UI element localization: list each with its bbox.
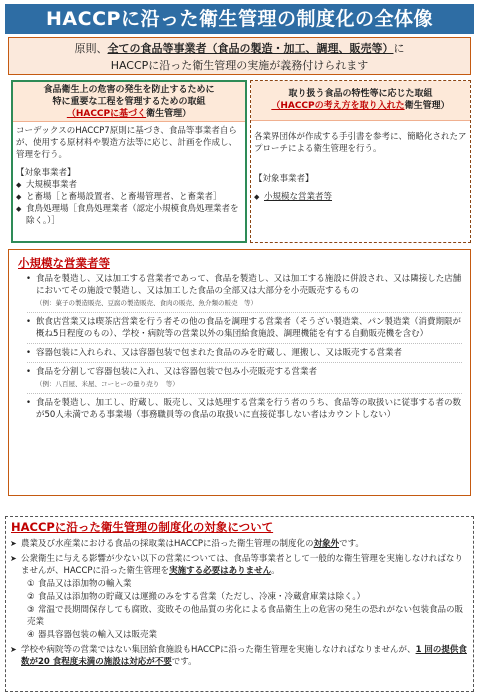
scope-text: 農業及び水産業における食品の採取業はHACCPに沿った衛生管理の制度化の bbox=[21, 539, 314, 549]
small-business-list bbox=[9, 273, 470, 424]
scope-list bbox=[6, 538, 473, 668]
scope-section bbox=[5, 516, 474, 692]
scope-text: 学校や病院等の営業ではない集団給食施設もHACCPに沿った衛生管理を実施しなければなりませんが、 bbox=[21, 645, 416, 655]
left-head-highlight: （HACCPに基づく bbox=[66, 109, 147, 119]
list-item bbox=[27, 316, 462, 344]
item-number: ② bbox=[27, 592, 35, 602]
list-item: ◆ 食鳥処理場［食鳥処理業者（認定小規模食鳥処理業者を除く。）］ bbox=[16, 203, 242, 227]
scope-item-agriculture bbox=[10, 538, 467, 550]
haccp-approach-body bbox=[251, 121, 470, 206]
left-head-post: 衛生管理） bbox=[146, 109, 192, 119]
principle-post: に bbox=[393, 42, 405, 55]
right-head-post: 衛生管理） bbox=[404, 101, 450, 111]
scope-excluded: 対象外 bbox=[313, 539, 340, 549]
scope-text: です。 bbox=[339, 539, 364, 549]
list-item bbox=[27, 273, 462, 313]
principle-all-businesses: 全ての食品等事業者（食品の製造・加工、調理、販売等） bbox=[107, 42, 394, 55]
list-item bbox=[27, 629, 467, 641]
item-number: ④ bbox=[27, 630, 35, 640]
page-title: HACCPに沿った衛生管理の制度化の全体像 bbox=[5, 4, 474, 34]
haccp-based-column bbox=[11, 80, 247, 243]
right-target-label: 【対象事業者】 bbox=[254, 174, 314, 184]
item-text: 器具容器包装の輸入又は販売業 bbox=[38, 630, 158, 640]
left-target-list bbox=[16, 179, 242, 227]
item-number: ① bbox=[27, 579, 35, 589]
small-business-title: 小規模な営業者等 bbox=[18, 256, 110, 270]
right-body-text: 各業界団体が作成する手引書を参考に、簡略化されたアプローチによる衛生管理を行う。 bbox=[254, 132, 467, 154]
haccp-based-body bbox=[13, 122, 245, 230]
scope-title: HACCPに沿った衛生管理の制度化の対象について bbox=[11, 520, 274, 534]
scope-text: です。 bbox=[171, 657, 197, 667]
haccp-approach-header bbox=[251, 81, 470, 121]
scope-text: 。 bbox=[271, 566, 280, 576]
list-item: ◆ と畜場［と畜場設置者、と畜場管理者、と畜業者］ bbox=[16, 191, 242, 203]
scope-not-required: 実施する必要はありません bbox=[169, 566, 272, 576]
scope-text: 公衆衛生に与える影響が少ない以下の営業については、食品等事業者として一般的な衛生管理を実施しなければなりませんが、HACCPに沿った衛生管理を bbox=[21, 554, 463, 576]
principle-box bbox=[8, 37, 471, 75]
small-business-section bbox=[8, 249, 471, 496]
right-head-line1: 取り扱う食品の特性等に応じた取組 bbox=[288, 89, 433, 99]
list-item bbox=[27, 397, 462, 424]
list-item bbox=[27, 604, 467, 628]
item-note: （例：八百屋、米屋、コーヒーの量り売り 等） bbox=[36, 380, 179, 388]
exempt-business-list bbox=[21, 578, 467, 641]
list-item bbox=[27, 578, 467, 590]
item-text: 飲食店営業又は喫茶店営業を行う者その他の食品を調理する営業者（そうざい製造業、パン製造業（消費期限が概ね5日程度のもの）、学校・病院等の営業以外の集団給食施設、調理機能を有する自動販売機を含む） bbox=[36, 317, 462, 339]
item-text: 食品を製造し、又は加工する営業者であって、食品を製造し、又は加工する施設に併設され、又は隣接した店舗においてその施設で製造し、又は加工した食品の全部又は大部分を小売販売するもの bbox=[36, 274, 462, 296]
list-item bbox=[27, 347, 462, 363]
haccp-based-header bbox=[13, 82, 245, 122]
list-item: ◆ 小規模な営業者等 bbox=[254, 191, 467, 203]
right-head-highlight: （HACCPの考え方を取り入れた bbox=[271, 101, 405, 111]
left-body-text: コーデックスのHACCP7原則に基づき、食品等事業者自らが、使用する原材料や製造方法等に応じ、計画を作成し、管理を行う。 bbox=[16, 126, 238, 160]
haccp-approach-column bbox=[250, 80, 471, 243]
left-target-label: 【対象事業者】 bbox=[16, 168, 76, 178]
left-head-line1: 食品衛生上の危害の発生を防止するために bbox=[43, 85, 215, 95]
item-text: 常温で長期間保存しても腐敗、変敗その他品質の劣化による食品衛生上の危害の発生の恐れがない包装食品の販売業 bbox=[27, 605, 464, 627]
principle-pre: 原則、 bbox=[74, 42, 108, 55]
item-text: 食品又は添加物の輸入業 bbox=[38, 579, 132, 589]
scope-item-low-impact bbox=[10, 553, 467, 641]
item-text: 食品を分割して容器包装に入れ、又は容器包装で包み小売販売する営業者 bbox=[36, 367, 318, 377]
item-note: （例：菓子の製造販売、豆腐の製造販売、食肉の販売、魚介類の販売 等） bbox=[36, 299, 257, 307]
item-text: 食品又は添加物の貯蔵又は運搬のみをする営業（ただし、冷凍・冷蔵倉庫業は除く。） bbox=[38, 592, 366, 602]
item-text: 食品を製造し、加工し、貯蔵し、販売し、又は処理する営業を行う者のうち、食品等の取扱いに従事する者の数が50人未満である事業場（事務職員等の食品の取扱いに直接従事しない者はカウントしない） bbox=[36, 398, 462, 420]
list-item: ◆ 大規模事業者 bbox=[16, 179, 242, 191]
scope-meal-threshold: 1 回の提供食数が20 食程度未満の施設は対応が不要 bbox=[21, 645, 467, 667]
list-item bbox=[27, 591, 467, 603]
scope-item-group-meal bbox=[10, 644, 467, 668]
principle-line2: HACCPに沿った衛生管理の実施が義務付けられます bbox=[110, 59, 369, 72]
left-head-line2: 特に重要な工程を管理するための取組 bbox=[52, 97, 206, 107]
list-item bbox=[27, 366, 462, 394]
right-target-list bbox=[254, 191, 467, 203]
item-number: ③ bbox=[27, 605, 35, 615]
item-text: 容器包装に入れられ、又は容器包装で包まれた食品のみを貯蔵し、運搬し、又は販売する営業者 bbox=[36, 348, 403, 358]
